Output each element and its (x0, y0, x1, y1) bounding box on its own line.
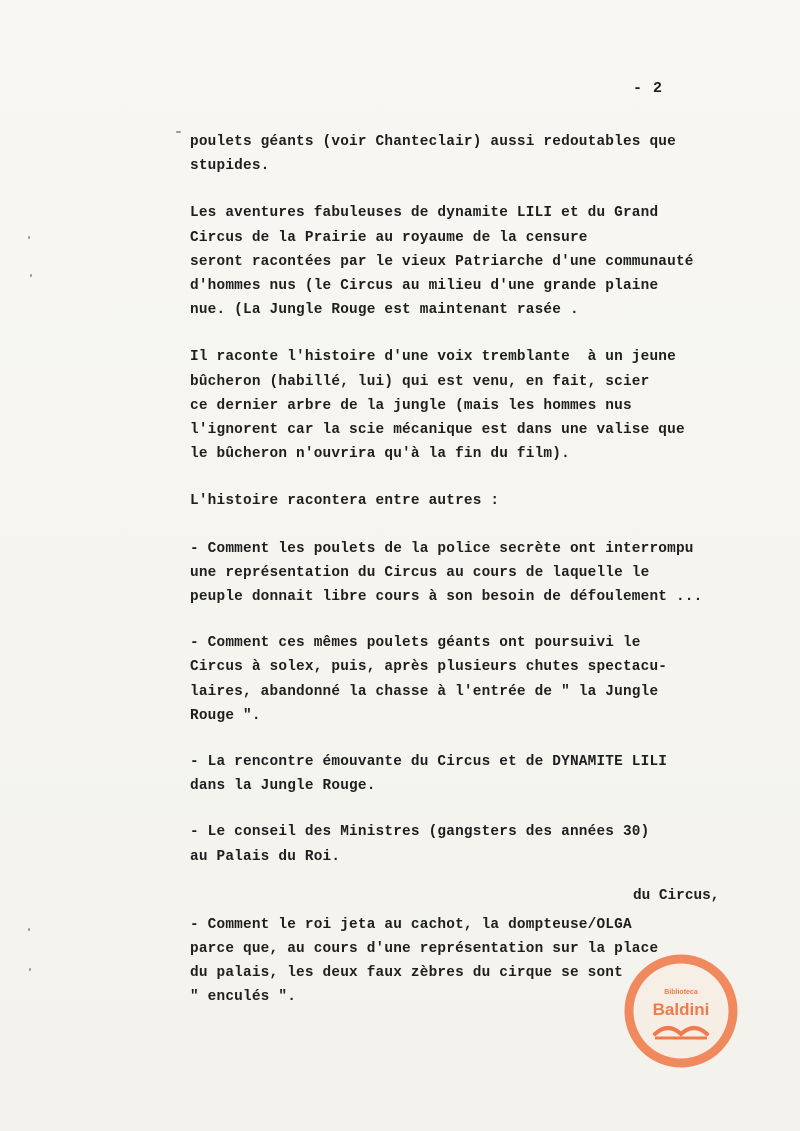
text-line: L'histoire racontera entre autres : (190, 493, 500, 510)
text-line: peuple donnait libre cours à son besoin de défoulement ... (190, 589, 703, 606)
text-line: stupides. (190, 158, 270, 175)
library-stamp (622, 952, 740, 1070)
text-line: - Le conseil des Ministres (gangsters des années 30) (190, 824, 650, 841)
text-line: dans la Jungle Rouge. (190, 778, 376, 795)
text-line: Rouge ". (190, 707, 261, 724)
paragraph-1 (190, 130, 790, 178)
typed-text (190, 130, 790, 1010)
text-line: - Comment les poulets de la police secrète ont interrompu (190, 540, 694, 557)
text-line: parce que, au cours d'une représentation sur la place (190, 941, 659, 958)
margin-mark (176, 131, 181, 133)
page-number: - 2 (633, 80, 664, 97)
paragraph-6 (190, 631, 790, 728)
text-line: du palais, les deux faux zèbres du cirque se sont (190, 965, 623, 982)
paragraph-7 (190, 750, 790, 798)
margin-mark (28, 928, 30, 931)
paragraph-8 (190, 820, 790, 868)
text-line: bûcheron (habillé, lui) qui est venu, en fait, scier (190, 373, 650, 390)
text-line: " enculés ". (190, 989, 297, 1006)
text-line: au Palais du Roi. (190, 848, 341, 865)
typed-insertion: du Circus, (633, 888, 720, 904)
margin-mark (30, 274, 32, 277)
text-line: Circus à solex, puis, après plusieurs chutes spectacu- (190, 659, 668, 676)
stamp-top-text: Biblioteca (664, 989, 698, 996)
text-line: - Comment ces mêmes poulets géants ont poursuivi le (190, 635, 641, 652)
paragraph-4 (190, 489, 790, 513)
text-line: d'hommes nus (le Circus au milieu d'une grande plaine (190, 278, 659, 295)
text-line: ce dernier arbre de la jungle (mais les hommes nus (190, 397, 632, 414)
text-line: Il raconte l'histoire d'une voix tremblante à un jeune (190, 349, 676, 366)
text-line: Les aventures fabuleuses de dynamite LILI et du Grand (190, 205, 659, 222)
text-line: le bûcheron n'ouvrira qu'à la fin du film). (190, 446, 570, 463)
text-line: poulets géants (voir Chanteclair) aussi redoutables que (190, 134, 676, 150)
text-line: l'ignorent car la scie mécanique est dans une valise que (190, 422, 685, 439)
text-line: nue. (La Jungle Rouge est maintenant rasée . (190, 302, 579, 319)
paragraph-5 (190, 537, 790, 610)
paragraph-3 (190, 345, 790, 466)
text-line: - Comment le roi jeta au cachot, la dompteuse/OLGA (190, 916, 632, 933)
margin-mark (28, 236, 30, 239)
stamp-main-text: Baldini (652, 1000, 710, 1019)
text-line: seront racontées par le vieux Patriarche d'une communauté (190, 253, 694, 270)
margin-mark (29, 968, 31, 971)
text-line: Circus de la Prairie au royaume de la censure (190, 229, 588, 246)
text-line: une représentation du Circus au cours de laquelle le (190, 564, 650, 581)
text-line: laires, abandonné la chasse à l'entrée de " la Jungle (190, 683, 659, 700)
paragraph-2 (190, 201, 790, 322)
text-line: - La rencontre émouvante du Circus et de DYNAMITE LILI (190, 754, 668, 771)
